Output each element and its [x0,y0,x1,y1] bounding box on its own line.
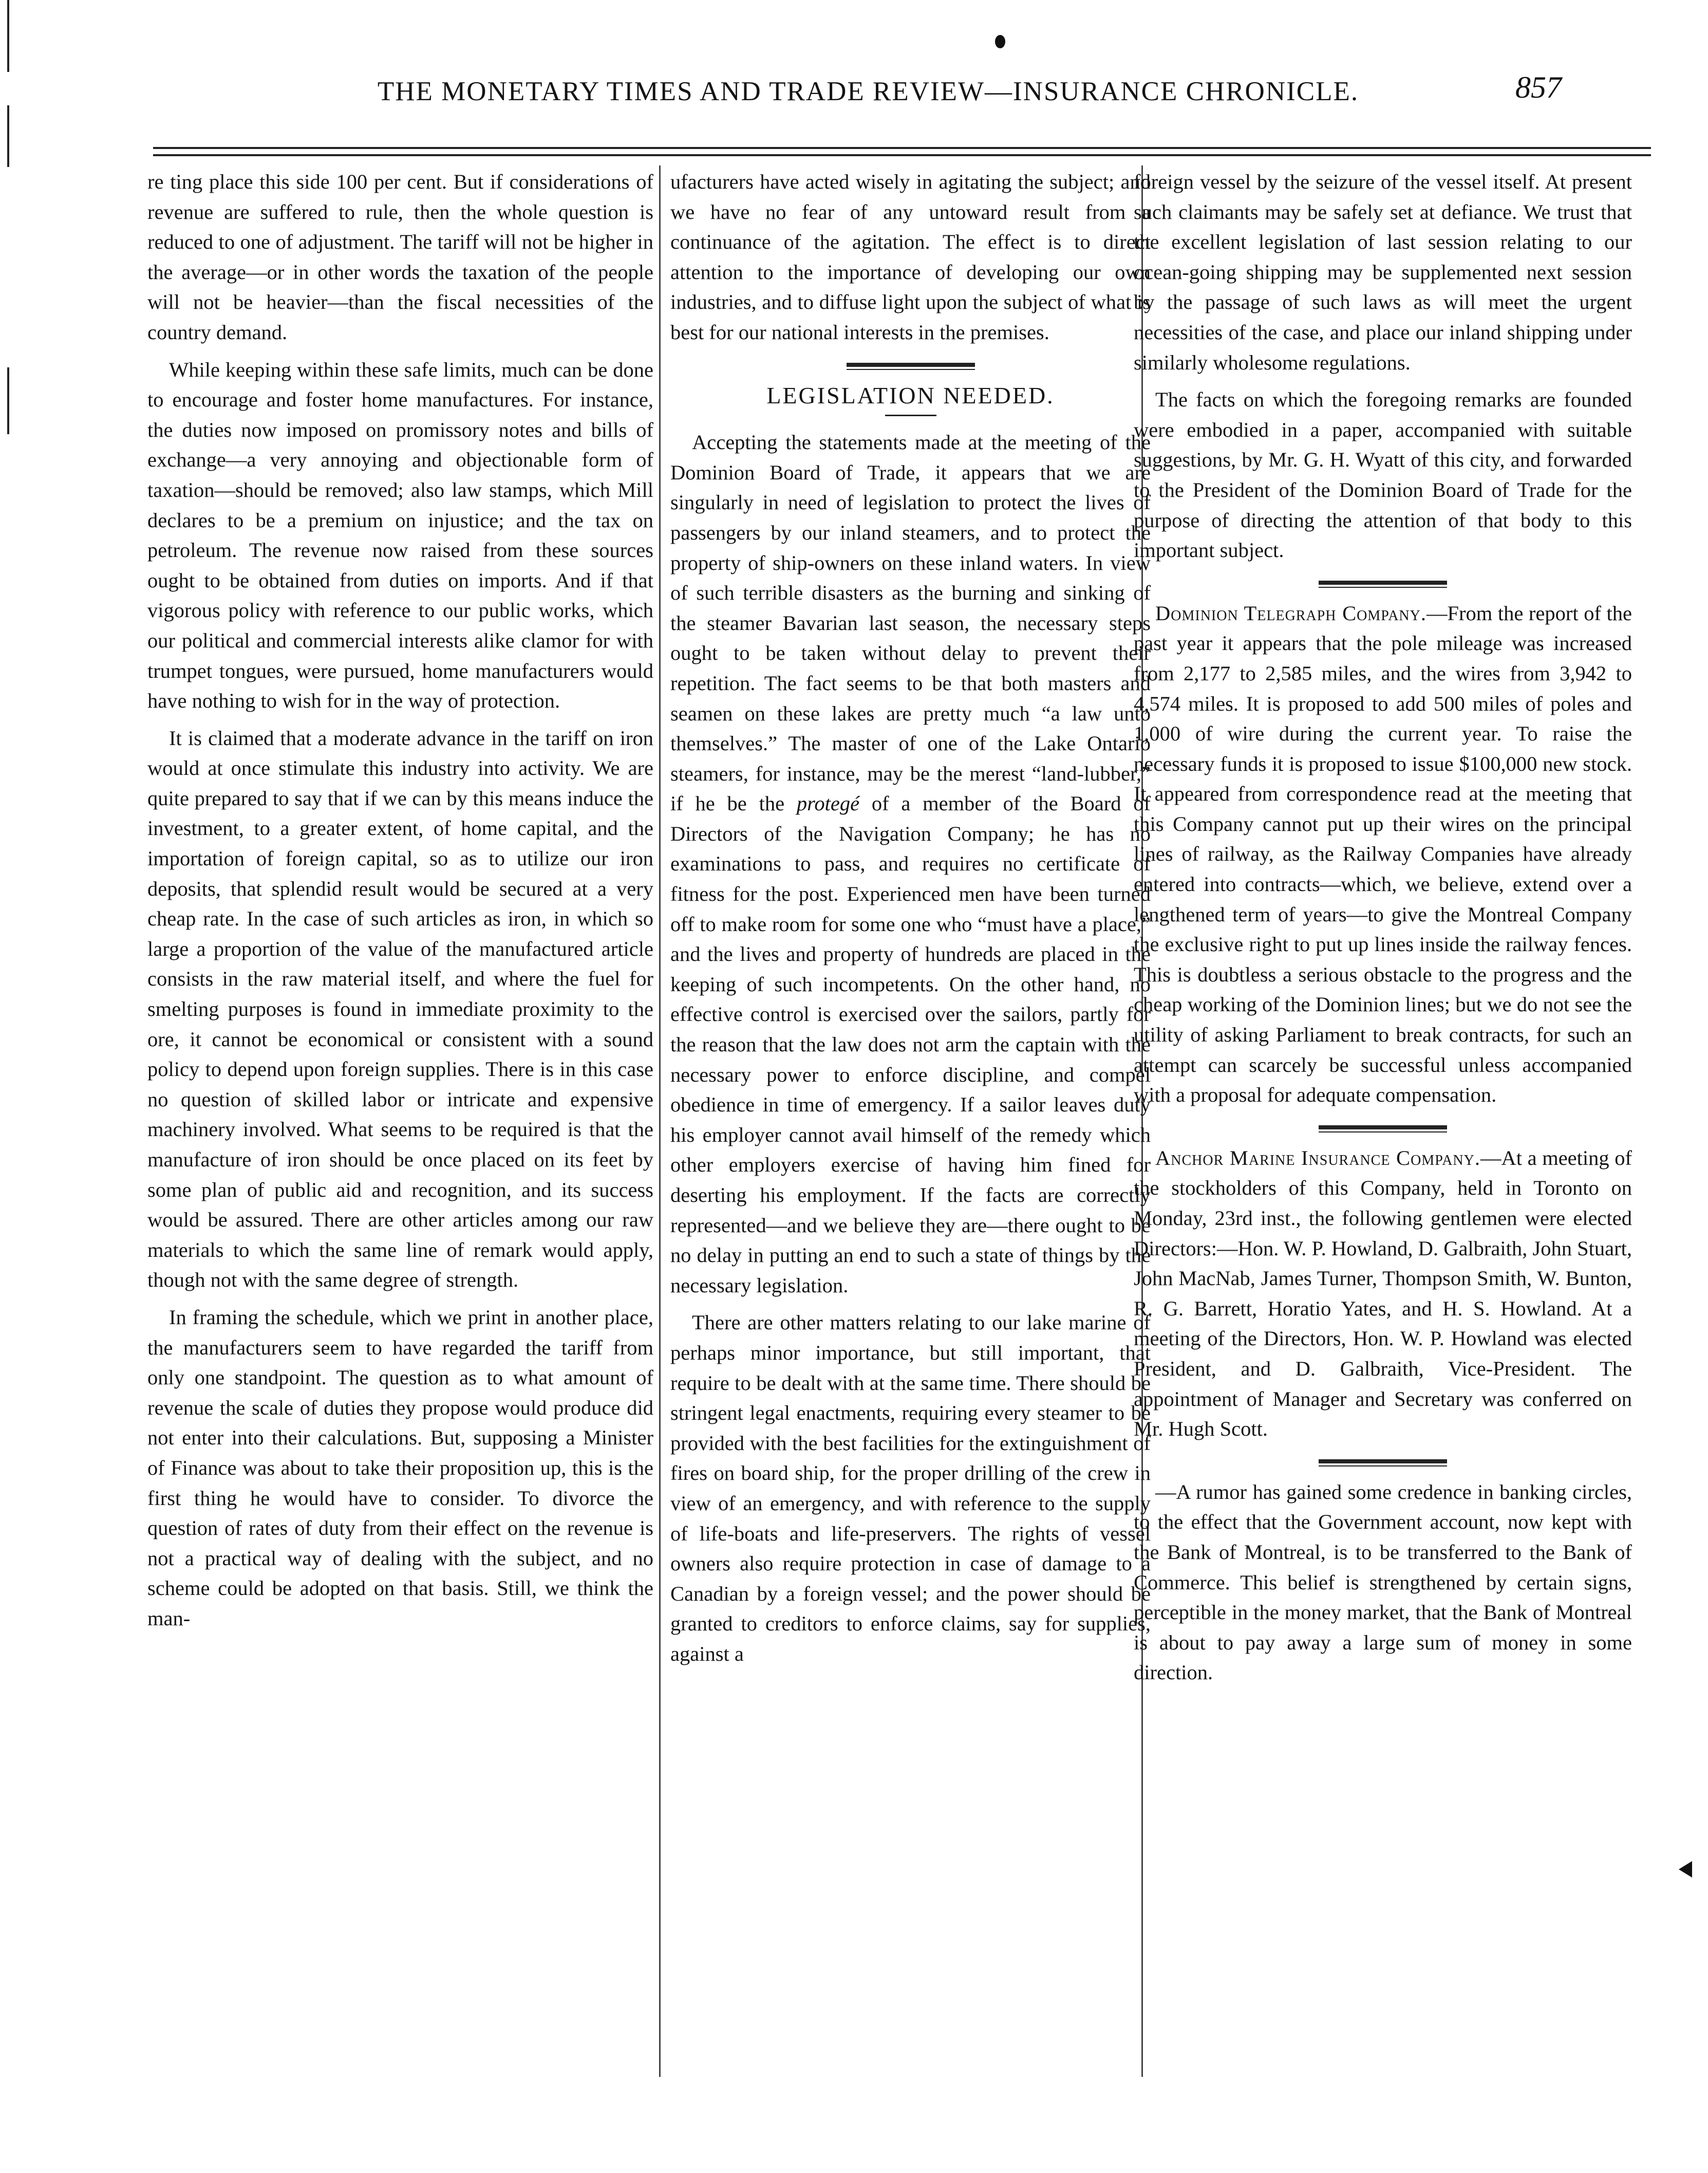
scan-margin-mark [7,0,9,72]
article-paragraph [1134,1143,1632,1444]
article-paragraph: re ting place this side 100 per cent. But if considerations of revenue are suffered to rule, then the whole question is reduced to one of adjustment. The tariff will not be higher in the average—or in other words the taxation of the people will not be heavier—than the fiscal necessities of the country demand. [147,170,653,344]
article-paragraph: —A rumor has gained some credence in banking circles, to the effect that the Government account, now kept with the Bank of Montreal, is to be transferred to the Bank of Commerce. This belief is strengthened by certain signs, perceptible in the money market, that the Bank of Montreal is about to pay away a large sum of money in some direction. [1134,1480,1632,1684]
section-rule [1319,1124,1447,1134]
article-paragraph: There are other matters relating to our lake marine of perhaps minor importance, but still important, that require to be dealt with at the same time. There should be stringent legal enactments, requiring every steamer to be provided with the best facilities for the extinguishment of fires on board ship, for the proper drilling of the crew in view of an emergency, and with reference to the supply of life-boats and life-preservers. The rights of vessel owners also require protection in case of damage to a Canadian by a foreign vessel; and the power should be granted to creditors to enforce claims, say for supplies, against a [670,1311,1151,1665]
anchor-title: Anchor Marine Insurance Company. [1155,1146,1480,1169]
section-rule [1319,579,1447,589]
column-divider-1 [659,165,661,2077]
page-dot [995,35,1005,48]
section-rule [847,361,975,372]
article-text: of a member of the Board of Directors of the Navigation Company; he has no examinations to pass, and requires no certificate of fitness for the post. Experienced men have been turned off to make room for some one who “must have a place,” and the lives and property of hundreds are placed in the keeping of such incompetents. On the other hand, no effective control is exercised over the sailors, partly for the reason that the law does not arm the captain with the necessary power to enforce discipline, and compel obedience in time of emergency. If a sailor leaves duty his employer cannot avail himself of the remedy which other employers exercise of having him fined for deserting his employment. If the facts are correctly represented—and we believe they are—there ought to be no delay in putting an end to such a state of things by the necessary legislation. [670,792,1151,1297]
article-paragraph: In framing the schedule, which we print in another place, the manufacturers seem to have regarded the tariff from only one standpoint. The question as to what amount of revenue the scale of duties they propose would produce did not enter into their calculations. But, supposing a Minister of Finance was about to take their proposition up, this is the first thing he would have to consider. To divorce the question of rates of duty from their effect on the revenue is not a practical way of dealing with the subject, and no scheme could be adopted on that basis. Still, we think the man- [147,1305,653,1630]
article-text: Accepting the statements made at the meeting of the Dominion Board of Trade, it appears that we are singularly in need of legislation to protect the lives of passengers by our inland steamers, and to protect the property of ship-owners on these inland waters. In view of such terrible disasters as the burning and sinking of the steamer Bavarian last season, the necessary steps ought to be taken without delay to prevent their repetition. The fact seems to be that both masters and seamen on these lakes are pretty much “a law unto themselves.” The master of one of the Lake Ontario steamers, for instance, may be the merest “land-lubber,” if he be the [670,431,1151,815]
column-1 [147,167,653,2078]
section-heading-legislation: LEGISLATION NEEDED. [766,382,1055,408]
scan-margin-mark [7,105,9,167]
page-number: 857 [1515,70,1562,104]
article-paragraph: ufacturers have acted wisely in agitating the subject; and we have no fear of any untoward result from a continuance of the agitation. The effect is to direct attention to the importance of developing our own industries, and to diffuse light upon the subject of what is best for our national interests in the premises. [670,170,1151,344]
scan-margin-mark [7,367,9,434]
column-2 [670,167,1151,2078]
masthead-double-rule [153,147,1651,158]
article-paragraph: It is claimed that a moderate advance in the tariff on iron would at once stimulate this industry into activity. We are quite prepared to say that if we can by this means induce the investment, to a greater extent, of home capital, and the importation of foreign capital, so as to utilize our iron deposits, that splendid result would be secured at a very cheap rate. In the case of such articles as iron, in which so large a proportion of the value of the manufactured article consists in the raw material itself, and where the fuel for smelting purposes is found in immediate proximity to the ore, it cannot be economical or consistent with a sound policy to depend upon foreign supplies. There is in this case no question of skilled labor or intricate and expensive machinery involved. What seems to be required is that the manufacture of iron should be once placed on its feet by some plan of public aid and recognition, and its success would be assured. There are other articles among our raw materials to which the same line of remark would apply, though not with the same degree of strength. [147,726,653,1292]
heading-underline [885,415,936,416]
article-paragraph [670,428,1151,1301]
telegraph-title: Dominion Telegraph Company. [1155,601,1427,625]
section-rule [1319,1458,1447,1468]
article-paragraph: While keeping within these safe limits, much can be done to encourage and foster home manufactures. For instance, the duties now imposed on promissory notes and bills of exchange—a very annoying and objectionable form of taxation—should be removed; also law stamps, which Mill declares to be a premium on injustice; and the tax on petroleum. The revenue now raised from these sources ought to be obtained from duties on imports. And if that vigorous policy with reference to our public works, which our political and commercial interests alike clamor for with trumpet tongues, were pursued, home manufacturers would have nothing to wish for in the way of protection. [147,358,653,713]
italic-word-protege: protegé [796,792,860,815]
article-paragraph: foreign vessel by the seizure of the vessel itself. At present such claimants may be safely set at defiance. We trust that the excellent legislation of last session relating to our ocean-going shipping may be supplemented next session by the passage of such laws as will meet the urgent necessities of the case, and place our inland shipping under similarly wholesome regulations. [1134,170,1632,374]
article-paragraph: The facts on which the foregoing remarks are founded were embodied in a paper, accompanied with suitable suggestions, by Mr. G. H. Wyatt of this city, and forwarded to the President of the Dominion Board of Trade for the purpose of directing the attention of that body to this important subject. [1134,388,1632,562]
column-3 [1134,167,1632,2078]
anchor-body: —At a meeting of the stockholders of this Company, held in Toronto on Monday, 23rd inst., the following gentlemen were elected Directors:—Hon. W. P. Howland, D. Galbraith, John Stuart, John MacNab, James Turner, Thompson Smith, W. Bunton, R. G. Barrett, Horatio Yates, and H. S. Howland. At a meeting of the Directors, Hon. W. P. Howland was elected President, and D. Galbraith, Vice-President. The appointment of Manager and Secretary was conferred on Mr. Hugh Scott. [1134,1146,1632,1441]
scan-arrow-mark [1679,1861,1692,1878]
masthead-title: THE MONETARY TIMES AND TRADE REVIEW—INSURANCE CHRONICLE. [377,77,1359,106]
telegraph-body: —From the report of the past year it appears that the pole mileage was increased from 2,177 to 2,585 miles, and the wires from 3,942 to 4,574 miles. It is proposed to add 500 miles of poles and 1,000 of wire during the current year. To raise the necessary funds it is proposed to issue $100,000 new stock. It appeared from correspondence read at the meeting that this Company cannot put up their wires on the principal lines of railway, as the Railway Companies have already entered into contracts—which, we believe, extend over a lengthened term of years—to give the Montreal Company the exclusive right to put up lines inside the railway fences. This is doubtless a serious obstacle to the progress and the cheap working of the Dominion lines; but we do not see the utility of asking Parliament to break contracts, for such an attempt can scarcely be successful unless accompanied with a proposal for adequate compensation. [1134,601,1632,1107]
article-paragraph [1134,599,1632,1110]
